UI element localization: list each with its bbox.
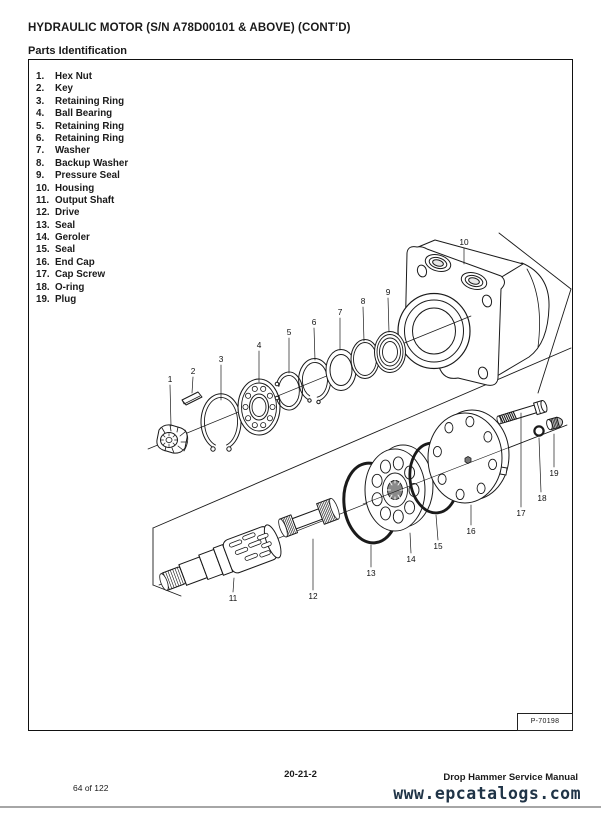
callout-6: 6 xyxy=(311,317,317,327)
parts-list-item: 15. Seal xyxy=(36,244,76,256)
callout-13: 13 xyxy=(366,568,376,578)
bottom-rule xyxy=(0,806,601,808)
section-heading: Parts Identification xyxy=(28,45,128,57)
page-title: HYDRAULIC MOTOR (S/N A78D00101 & ABOVE) (CONT’D) xyxy=(28,22,351,34)
callout-16: 16 xyxy=(466,526,476,536)
footer-page-info: 64 of 122 xyxy=(73,783,109,793)
parts-list-item: 5. Retaining Ring xyxy=(36,120,125,132)
callout-9: 9 xyxy=(385,287,391,297)
parts-list-item: 4. Ball Bearing xyxy=(36,108,113,120)
callout-4: 4 xyxy=(256,340,262,350)
part-o-ring xyxy=(534,426,543,435)
callout-18: 18 xyxy=(537,493,547,503)
parts-list-item: 17. Cap Screw xyxy=(36,269,106,281)
part-end-cap xyxy=(428,410,509,503)
parts-list-item: 2. Key xyxy=(36,83,73,95)
callout-7: 7 xyxy=(337,307,343,317)
figure-code-box xyxy=(517,713,573,731)
callout-5: 5 xyxy=(286,327,292,337)
parts-list-item: 19. Plug xyxy=(36,294,77,306)
callout-10: 10 xyxy=(459,237,469,247)
part-housing xyxy=(398,240,549,385)
watermark-link[interactable]: www.epcatalogs.com xyxy=(393,784,581,803)
part-ball-bearing xyxy=(238,379,280,435)
part-plug xyxy=(546,416,564,430)
part-output-shaft xyxy=(155,523,285,600)
part-pressure-seal xyxy=(375,332,406,373)
footer-page-code: 20-21-2 xyxy=(284,769,317,780)
parts-list-item: 6. Retaining Ring xyxy=(36,132,125,144)
parts-list-item: 11. Output Shaft xyxy=(36,194,115,206)
parts-list-item: 8. Backup Washer xyxy=(36,157,129,169)
callout-2: 2 xyxy=(190,366,196,376)
exploded-view-diagram xyxy=(29,60,572,730)
part-hex-nut xyxy=(157,425,188,453)
parts-list-item: 1. Hex Nut xyxy=(36,71,93,82)
parts-list-item: 9. Pressure Seal xyxy=(36,170,120,182)
diagram-frame xyxy=(28,59,573,731)
callout-17: 17 xyxy=(516,508,526,518)
part-drive xyxy=(276,497,341,539)
parts-list-item: 18. O-ring xyxy=(36,281,85,293)
callout-8: 8 xyxy=(360,296,366,306)
figure-code: P-70198 xyxy=(530,718,560,725)
parts-list-item: 14. Geroler xyxy=(36,232,90,244)
parts-list-item: 12. Drive xyxy=(36,207,80,219)
footer-manual-title: Drop Hammer Service Manual xyxy=(443,772,578,783)
part-cap-screw xyxy=(496,400,549,427)
callout-15: 15 xyxy=(433,541,443,551)
parts-list-item: 16. End Cap xyxy=(36,256,95,268)
callout-3: 3 xyxy=(218,354,224,364)
parts-list-item: 13. Seal xyxy=(36,219,76,231)
part-geroler xyxy=(365,445,433,531)
parts-list-item: 3. Retaining Ring xyxy=(36,95,125,107)
part-key xyxy=(182,392,202,405)
callout-12: 12 xyxy=(308,591,318,601)
callout-19: 19 xyxy=(549,468,559,478)
part-retaining-ring-3 xyxy=(201,394,241,451)
parts-list-item: 7. Washer xyxy=(36,145,91,157)
parts-list-item: 10. Housing xyxy=(36,182,95,194)
callout-1: 1 xyxy=(167,374,173,384)
callout-11: 11 xyxy=(228,593,238,603)
callout-14: 14 xyxy=(406,554,416,564)
